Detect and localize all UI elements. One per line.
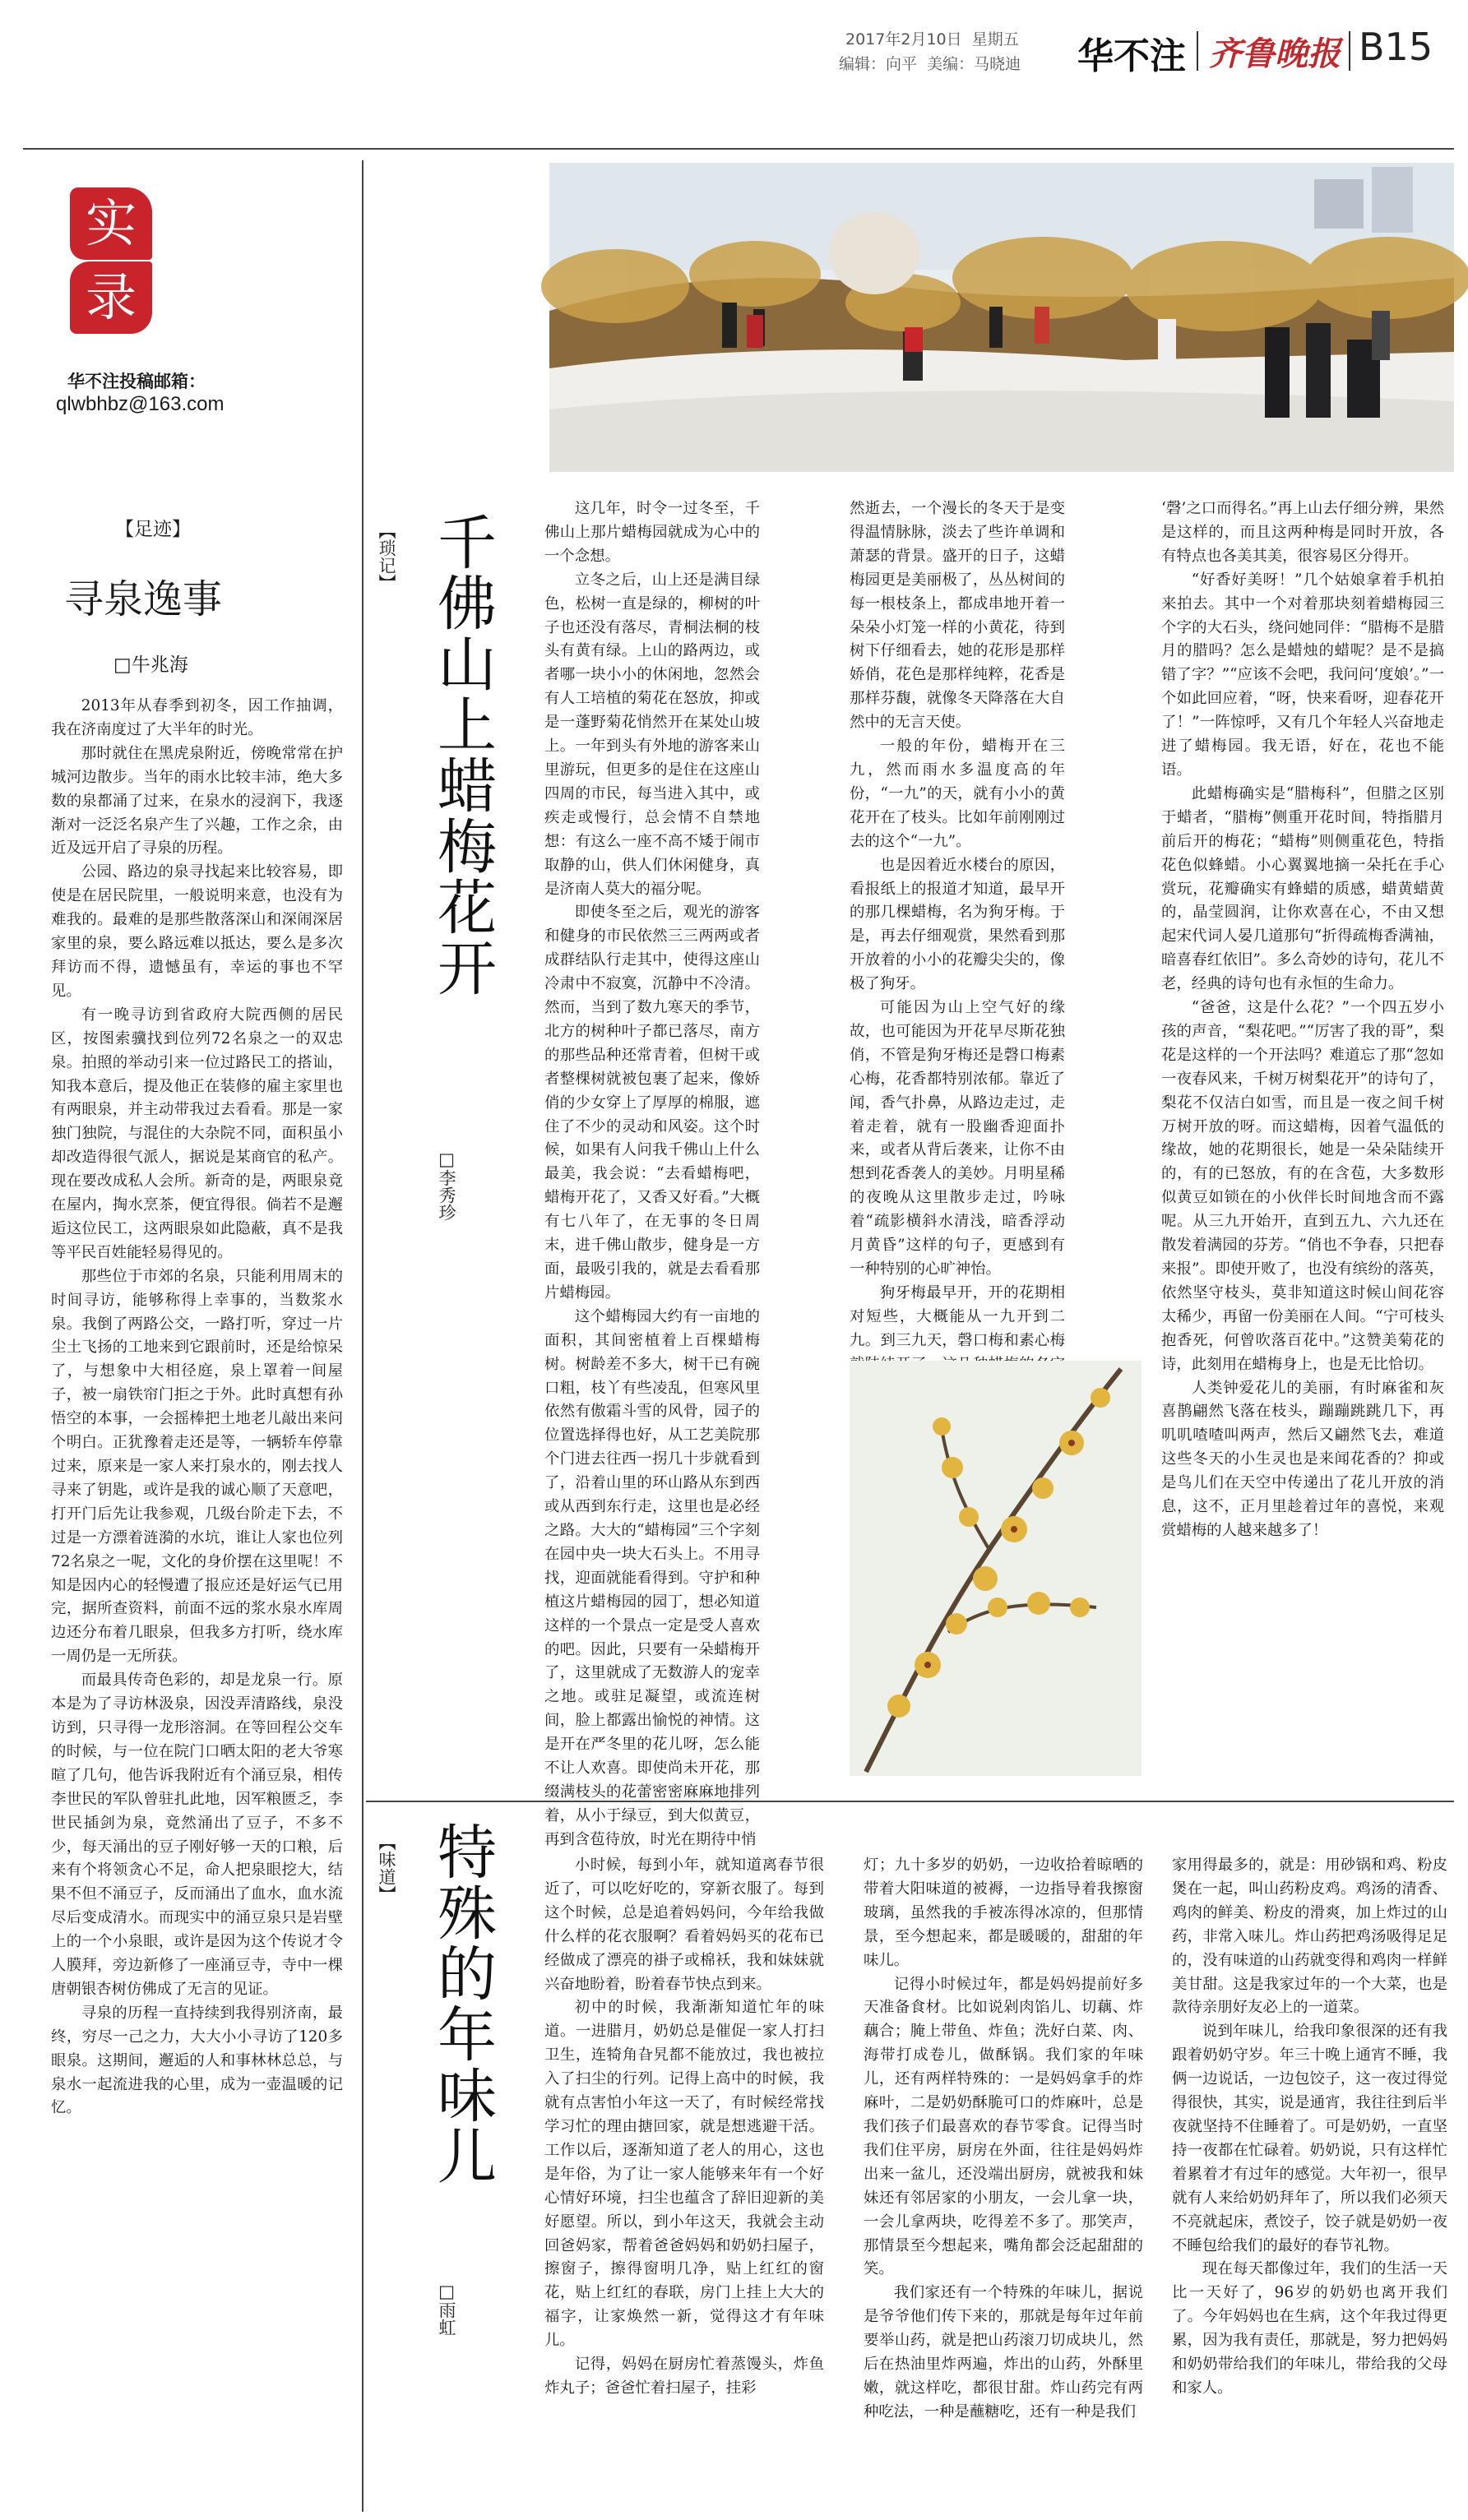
paragraph: 这个蜡梅园大约有一亩地的面积，其间密植着上百棵蜡梅树。树龄差不多大，树干已有碗口粗，枝丫有些凌乱，但寒风里依然有傲霜斗雪的风骨，园子的位置选择得也好，从工艺美院那个门进去往西一拐几十步就看到了，沿着山里的环山路从东到西或从西到东行走，这里也是必经之路。大大的“蜡梅园”三个字刻在园中央一块大石头上。不用寻找，迎面就能看得到。守护和种植这片蜡梅园的园丁，想必知道这样的一个景点一定是受人喜欢的吧。因此，只要有一朵蜡梅开了，这里就成了无数游人的宠幸之地。或驻足凝望，或流连树间，脸上都露出愉悦的神情。这是开在严冬里的花儿呀，怎么能不让人欢喜。即使尚未开花，那缀满枝头的花蕾密密麻麻地排列着，从小于绿豆，到大似黄豆，再到含苞待放，时光在期待中悄 bbox=[544, 1307, 760, 1848]
paragraph: 然逝去，一个漫长的冬天于是变得温情脉脉，淡去了些许单调和萧瑟的背景。盛开的日子，这蜡梅园更是美丽极了，丛丛树间的每一根枝条上，都成串地开着一朵朵小灯笼一样的小黄花，待到树下仔细看去，她的花形是那样娇俏，花色是那样纯粹，花香是那样芬馥，就像冬天降落在大自然中的无言天使。 bbox=[850, 500, 1065, 732]
left-article-body bbox=[51, 695, 343, 2499]
issue-weekday: 星期五 bbox=[971, 30, 1019, 49]
bottom-article-col-1 bbox=[544, 1854, 824, 2504]
section-name: 华不注 bbox=[1077, 35, 1186, 77]
bottom-article-author: □雨虹 bbox=[437, 2282, 456, 2336]
paragraph: 也是因着近水楼台的原因，看报纸上的报道才知道，最早开的那几棵蜡梅，名为狗牙梅。于是，再去仔细观赏，果然看到那开放着的小小的花瓣尖尖的，像极了狗牙。 bbox=[850, 856, 1065, 993]
paragraph: 一般的年份，蜡梅开在三九，然而雨水多温度高的年份，“一九”的天，就有小小的黄花开在了枝头。比如年前刚刚过去的这个“一九”。 bbox=[850, 738, 1065, 850]
submission-email[interactable]: qlwbhbz@163.com bbox=[56, 393, 225, 415]
paragraph: 2013年从春季到初冬，因工作抽调，我在济南度过了大半年的时光。 bbox=[51, 697, 343, 738]
bottom-article-tag: 【味道】 bbox=[377, 1833, 396, 1903]
header bbox=[740, 23, 1464, 81]
top-article-col-3 bbox=[1161, 497, 1444, 1784]
header-date bbox=[845, 27, 1019, 49]
wintersweet-closeup-photo bbox=[850, 1361, 1142, 1776]
left-article-title: 寻泉逸事 bbox=[64, 576, 223, 622]
bottom-article-title: 特殊的年味儿 bbox=[428, 1821, 497, 2186]
issue-date: 2017年2月10日 bbox=[845, 30, 962, 49]
bottom-article-col-3 bbox=[1172, 1854, 1447, 2504]
paragraph: 初中的时候，我渐渐知道忙年的味道。一进腊月，奶奶总是催促一家人打扫卫生，连犄角旮旯都不能放过，我也被拉入了扫尘的行列。记得上高中的时候，我就有点害怕小年这一天了，有时候经常找学习忙的理由搪回家，就是想逃避干活。工作以后，逐渐知道了老人的用心，这也是年俗，为了让一家人能够来年有一个好心情好环境，扫尘也蕴含了辞旧迎新的美好愿望。所以，到小年这天，我就会主动回爸妈家，帮着爸爸妈妈和奶奶扫屋子，擦窗子，擦得窗明几净，贴上红红的窗花，贴上红红的春联，房门上挂上大大的福字，让家焕然一新，觉得这才有年味儿。 bbox=[544, 1999, 824, 2350]
paragraph: 狗牙梅最早开，开的花期相对短些，大概能从一九开到二九。到三九天，磬口梅和素心梅 bbox=[850, 1283, 1065, 1349]
paragraph: ‘磬’之口而得名。”再上山去仔细分辨，果然是这样的，而且这两种梅是同时开放，各有特点也各美其美，很容易区分得开。 bbox=[1161, 500, 1444, 565]
header-divider bbox=[1197, 31, 1198, 71]
top-article-tag: 【琐记】 bbox=[377, 522, 396, 591]
page-number: B15 bbox=[1359, 25, 1433, 69]
paragraph: 立冬之后，山上还是满目绿色，松树一直是绿的，柳树的叶子也还没有落尽，青桐法桐的枝头有黄有绿。上山的路两边，或者哪一块小小的休闲地，忽然会有人工培植的菊花在怒放，抑或是一蓬野菊花悄然开在某处山坡上。一年到头有外地的游客来山里游玩，但更多的是住在这座山四周的市民，每当进入其中，或疾走或慢行，总会情不自禁地想：有这么一座不高不矮于闹市取静的山，供人们休闲健身，真是济南人莫大的福分呢。 bbox=[544, 571, 760, 898]
header-rule bbox=[23, 148, 1454, 150]
paragraph: 那时就住在黑虎泉附近，傍晚常常在护城河边散步。当年的雨水比较丰沛，绝大多数的泉都涌了过来，在泉水的浸润下，我逐渐对一泛泛名泉产生了兴趣，工作之余，由近及远开启了寻泉的历程。 bbox=[51, 744, 343, 858]
top-article-col-1 bbox=[544, 497, 760, 1848]
designer-credit: 美编：马晓迪 bbox=[927, 55, 1021, 73]
paragraph: 寻泉的历程一直持续到我得别济南，最终，穷尽一己之力，大大小小寻访了120多眼泉。这期间，邂逅的人和事林林总总，与泉水一起流进我的心里，成为一壶温暖的记忆。 bbox=[51, 2004, 343, 2117]
column-logo bbox=[70, 187, 152, 335]
top-article-col-2 bbox=[850, 497, 1065, 1352]
paragraph: 灯；九十多岁的奶奶，一边收拾着晾晒的带着大阳味道的被褥，一边指导着我擦窗玻璃，虽然我的手被冻得冰凉的，但那情景，至今想起来，都是暖暖的，甜甜的年味儿。 bbox=[864, 1856, 1143, 1969]
paragraph: 记得小时候过年，都是妈妈提前好多天准备食材。比如说剁肉馅儿、切藕、炸藕合；腌上带鱼、炸鱼；洗好白菜、肉、海带打成卷儿，做酥锅。我们家的年味儿，还有两样特殊的：一是妈妈拿手的炸麻叶，二是奶奶酥脆可口的炸麻叶，总是我们孩子们最喜欢的春节零食。记得当时我们住平房，厨房在外面，往往是妈妈炸出来一盆儿，还没端出厨房，就被我和妹妹还有邻居家的小朋友，一会儿拿一块，一会儿拿两块，吃得差不多了。那笑声，那情景至今想起来，嘴角都会泛起甜甜的笑。 bbox=[864, 1975, 1143, 2278]
logo-stamp-char-2: 录 bbox=[70, 261, 152, 334]
paragraph: “爸爸，这是什么花？”一个四五岁小孩的声音，“梨花吧。”“厉害了我的哥”，梨花是这样的一个开法吗？难道忘了那“忽如一夜春风来，千树万树梨花开”的诗句了，梨花不仅洁白如雪，而且是一夜之间千树万树开放的呀。而这蜡梅，因着气温低的缘故，她的花期很长，她是一朵朵陆续开的，有的已怒放，有的在含苞，大多数形似黄豆如锁在的小伙伴长时间地含而不露呢。从三九开始开，直到五九、六九还在散发着满园的芬芳。“俏也不争春，只把春来报”。即使开败了，也没有缤纷的落英，依然坚守枝头，莫非知道这时候山间花容太稀少，再留一份美丽在人间。“宁可枝头抱香死，何曾吹落百花中。”这赞美菊花的诗，此刻用在蜡梅身上，也是无比恰切。 bbox=[1161, 999, 1444, 1373]
paragraph: 说到年味儿，给我印象很深的还有我跟着奶奶守岁。年三十晚上通宵不睡，我俩一边说话，一边包饺子，这一夜过得觉得很快，其实，说是通宵，我往往到后半夜就坚持不住睡着了。可是奶奶，一直坚持一夜都在忙碌着。奶奶说，只有这样忙着累着才有过年的感觉。大年初一，很早就有人来给奶奶拜年了，所以我们必须天不亮就起床，煮饺子，饺子就是奶奶一夜不睡包给我们的最好的春节礼物。 bbox=[1172, 2023, 1447, 2254]
paragraph: 公园、路边的泉寻找起来比较容易，即使是在居民院里，一般说明来意，也没有为难我的。最难的是那些散落深山和深闹深居家里的泉，要么路远难以抵达，要么是多次拜访而不得，遗憾虽有，幸运的事也不罕见。 bbox=[51, 863, 343, 1000]
paragraph: 我们家还有一个特殊的年味儿，据说是爷爷他们传下来的，那就是每年过年前要举山药，就是把山药滚刀切成块儿，然后在热油里炸两遍，炸出的山药，外酥里嫩，就这样吃，都很甘甜。炸山药完有两种吃法，一种是蘸糖吃，还有一种是我们 bbox=[864, 2284, 1143, 2421]
paragraph: 记得，妈妈在厨房忙着蒸馒头，炸鱼炸丸子；爸爸忙着扫屋子，挂彩 bbox=[544, 2356, 824, 2397]
top-article-author: □李秀珍 bbox=[437, 1149, 456, 1221]
column-divider bbox=[362, 160, 364, 2512]
plum-garden-photo bbox=[549, 163, 1454, 472]
logo-stamp-char-1: 实 bbox=[70, 187, 152, 260]
top-article-title: 千佛山上蜡梅花开 bbox=[428, 511, 497, 998]
paragraph: 人类钟爱花儿的美丽，有时麻雀和灰喜鹊翩然飞落在枝头，蹦蹦跳跳几下，再叽叽喳喳叫两声，然后又翩然飞去，难道这些冬天的小生灵也是来闻花香的？抑或是鸟儿们在天空中传递出了花儿开放的消息，这不，正月里趁着过年的喜悦，来观赏蜡梅的人越来越多了！ bbox=[1161, 1379, 1444, 1539]
paragraph: 而最具传奇色彩的，却是龙泉一行。原本是为了寻访林汲泉，因没弄清路线，泉没访到，只寻得一龙形溶洞。在等回程公交车的时候，与一位在院门口晒太阳的老大爷寒暄了几句，他告诉我附近有个涌豆泉，相传李世民的军队曾驻扎此地，因军粮匮乏，李世民插剑为泉，竟然涌出了豆子，不多不少，每天涌出的豆子刚好够一天的口粮，后来有个将领贪心不足，命人把泉眼挖大，结果不但不涌豆子，反而涌出了血水，血水流尽后变成清水。而现实中的涌豆泉只是岩壁上的一个小泉眼，或许是因为这个传说才令人膜拜，旁边新修了一座涌豆寺，寺中一棵唐朝银杏树仿佛成了无言的见证。 bbox=[51, 1672, 343, 1998]
bottom-article-col-2 bbox=[864, 1854, 1143, 2504]
paragraph: 小时候，每到小年，就知道离春节很近了，可以吃好吃的，穿新衣服了。每到这个时候，总是追着妈妈问，今年给我做什么样的花衣服啊？看着妈妈买的花布已经做成了漂亮的褂子或棉袄，我和妹妹就兴奋地盼着，盼着春节快点到来。 bbox=[544, 1856, 824, 1993]
left-article-author: □牛兆海 bbox=[113, 654, 188, 676]
paragraph: “好香好美呀！”几个姑娘拿着手机拍来拍去。其中一个对着那块刻着蜡梅园三个字的大石头，绕问她同伴：“腊梅不是腊月的腊吗？怎么是蜡烛的蜡呢？是不是搞错了字？”“应该不会吧，我问问‘度娘’。”一个如此回应着，“呀，快来看呀，迎春花开了！”一阵惊呼，又有几个年轻人兴奋地走进了蜡梅园。我无语，好在，花也不能语。 bbox=[1161, 571, 1444, 779]
paragraph: 即使冬至之后，观光的游客和健身的市民依然三三两两或者成群结队行走其中，使得这座山冷肃中不寂寞，沉静中不冷清。然而，当到了数九寒天的季节，北方的树种叶子都已落尽，南方的那些品种还常青着，但树干或者整棵树就被包裹了起来，像娇俏的少女穿上了厚厚的棉服，遮住了不少的灵动和风姿。这个时候，如果有人问我千佛山上什么最美，我会说：“去看蜡梅吧，蜡梅开花了，又香又好看。”大概有七八年了，在无事的冬日周末，进千佛山散步，健身是一方面，最吸引我的，就是去看看那片蜡梅园。 bbox=[544, 904, 760, 1302]
paragraph: 家用得最多的，就是：用砂锅和鸡、粉皮煲在一起，叫山药粉皮鸡。鸡汤的清香、鸡肉的鲜美、粉皮的滑爽，加上炸过的山药，非常入味儿。炸山药把鸡汤吸得足足的，没有味道的山药就变得和鸡肉一样鲜美甘甜。这是我家过年的一个大菜，也是款待亲朋好友必上的一道菜。 bbox=[1172, 1856, 1447, 2017]
newspaper-logo: 齐鲁晚报 bbox=[1209, 35, 1341, 73]
header-credits bbox=[839, 52, 1021, 74]
paragraph: 现在每天都像过年，我们的生活一天比一天好了，96岁的奶奶也离开我们了。今年妈妈也在生病，这个年我过得更累，因为我有责任，那就是，努力把妈妈和奶奶带给我们的年味儿，带给我的父母和家人。 bbox=[1172, 2260, 1447, 2397]
paragraph: 那些位于市郊的名泉，只能利用周末的时间寻访，能够称得上幸事的，当数浆水泉。我倒了两路公交，一路打听，穿过一片尘土飞扬的工地来到它跟前时，还是给惊呆了，与想象中大相径庭，泉上罩着一间屋子，被一扇铁帘门拒之于外。此时真想有孙悟空的本事，一会摇棒把土地老儿敲出来问个明白。正犹豫着走还是等，一辆轿车停靠过来，原来是一家人来打泉水的，刚去找人寻来了钥匙，或许是我的诚心顺了天意吧，打开门后先让我参观，几级台阶走下去，不过是一方漂着涟漪的水坑，谁让人家也位列72名泉之一呢，文化的身价摆在这里呢！不知是因内心的轻慢遭了报应还是好运气已用完，据所查资料，前面不远的浆水泉水库周边还分布着几眼泉，但我多方打听，绕水库一周仍是一无所获。 bbox=[51, 1267, 343, 1666]
submission-label: 华不注投稿邮箱： bbox=[67, 372, 206, 391]
paragraph: 可能因为山上空气好的缘故，也可能因为开花早尽斯花独俏，不管是狗牙梅还是磬口梅素心梅，花香都特别浓郁。靠近了闻，香气扑鼻，从路边走过，走着走着，就有一股幽香迎面扑来，或者从背后袭来，让你不由想到花香袭人的美妙。月明星稀的夜晚从这里散步走过，吟咏着“疏影横斜水清浅，暗香浮动月黄昏”这样的句子，更感到有一种特别的心旷神怡。 bbox=[850, 999, 1065, 1278]
editor-credit: 编辑：向平 bbox=[839, 55, 918, 73]
paragraph: 此蜡梅确实是“腊梅科”，但腊之区别于蜡者，“腊梅”侧重开花时间，特指腊月前后开的梅花；“蜡梅”则侧重花色，特指花色似蜂蜡。小心翼翼地摘一朵托在手心赏玩，花瓣确实有蜂蜡的质感，蜡黄蜡黄的，晶莹圆润，让你欢喜在心，不由又想起宋代词人晏几道那句“折得疏梅香满袖，暗喜春红依旧”。多么奇妙的诗句，花儿不老，经典的诗句也有永恒的生命力。 bbox=[1161, 784, 1444, 993]
paragraph: 这几年，时令一过冬至，千佛山上那片蜡梅园就成为心中的一个念想。 bbox=[544, 500, 760, 565]
article-divider bbox=[366, 1801, 1454, 1802]
header-divider-2 bbox=[1349, 31, 1350, 71]
left-article-tag: 【足迹】 bbox=[115, 519, 191, 540]
paragraph: 有一晚寻访到省政府大院西侧的居民区，按图索骥找到位列72名泉之一的双忠泉。拍照的举动引来一位过路民工的搭讪，知我本意后，提及他正在装修的雇主家里也有两眼泉，并主动带我过去看看。那是一家独门独院，与混住的大杂院不同，面积虽小却改造得很气派人，据说是某商官的私产。现在要改成私人会所。新奇的是，两眼泉竟在屋内，掏水烹茶，便宜得很。倘若不是邂逅这位民工，这两眼泉如此隐蔽，真不是我等平民百姓能轻易得见的。 bbox=[51, 1006, 343, 1261]
